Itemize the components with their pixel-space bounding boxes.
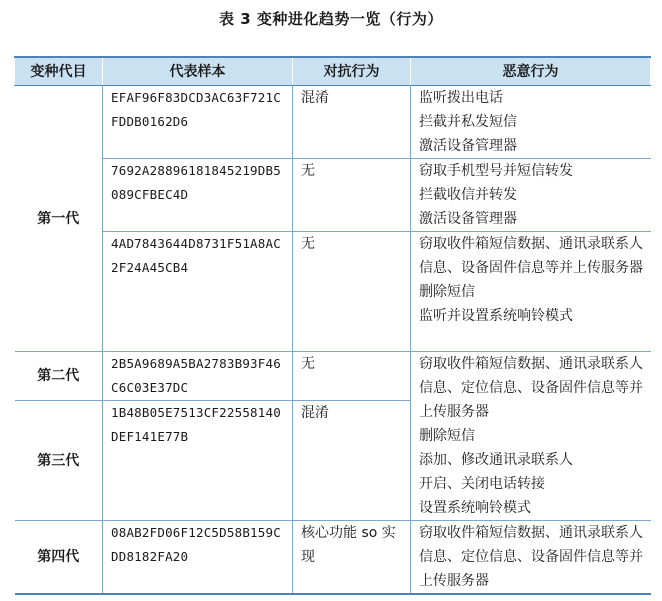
- variant-evolution-table: [14, 56, 651, 595]
- behavior-item: 添加、修改通讯录联系人: [419, 452, 573, 468]
- table-row: [15, 86, 651, 159]
- behavior-item: 监听并设置系统响铃模式: [419, 308, 573, 324]
- sample-hash: 7692A28896181845219DB5089CFBEC4D: [103, 159, 293, 232]
- behavior-item: 设置系统响铃模式: [419, 500, 531, 516]
- behavior-item: 删除短信: [419, 428, 475, 444]
- behavior-item: 窃取收件箱短信数据、通讯录联系人信息、设备固件信息等并上传服务器: [419, 236, 643, 276]
- generation-cell: 第三代: [15, 401, 103, 521]
- counter-behavior: 混淆: [293, 86, 411, 159]
- sample-hash: 2B5A9689A5BA2783B93F46C6C03E37DC: [103, 352, 293, 401]
- behavior-item: 删除短信: [419, 284, 475, 300]
- header-row: [15, 57, 651, 86]
- table-row: [15, 521, 651, 595]
- malicious-behavior: [411, 86, 651, 159]
- malicious-behavior: [411, 159, 651, 232]
- sample-hash: 4AD7843644D8731F51A8AC2F24A45CB4: [103, 232, 293, 352]
- counter-behavior: 无: [293, 232, 411, 352]
- generation-cell: 第一代: [15, 86, 103, 352]
- header-malicious-behavior: 恶意行为: [411, 57, 651, 86]
- counter-behavior: 无: [293, 352, 411, 401]
- behavior-item: 监听拨出电话: [419, 90, 503, 106]
- malicious-behavior: [411, 232, 651, 352]
- header-counter-behavior: 对抗行为: [293, 57, 411, 86]
- behavior-item: 窃取收件箱短信数据、通讯录联系人信息、定位信息、设备固件信息等并上传服务器: [419, 525, 643, 589]
- behavior-item: 窃取手机型号并短信转发: [419, 163, 573, 179]
- table-row: [15, 232, 651, 352]
- malicious-behavior: [411, 521, 651, 595]
- table-row: [15, 352, 651, 401]
- sample-hash: EFAF96F83DCD3AC63F721CFDDB0162D6: [103, 86, 293, 159]
- counter-behavior: 混淆: [293, 401, 411, 521]
- header-sample: 代表样本: [103, 57, 293, 86]
- generation-cell: 第四代: [15, 521, 103, 595]
- behavior-item: 拦截并私发短信: [419, 114, 517, 130]
- sample-hash: 1B48B05E7513CF22558140DEF141E77B: [103, 401, 293, 521]
- behavior-item: 激活设备管理器: [419, 138, 517, 154]
- table-caption: 表 3 变种进化趋势一览（行为）: [219, 10, 443, 28]
- behavior-item: 窃取收件箱短信数据、通讯录联系人信息、定位信息、设备固件信息等并上传服务器: [419, 356, 643, 420]
- sample-hash: 08AB2FD06F12C5D58B159CDD8182FA20: [103, 521, 293, 595]
- header-generation: 变种代目: [15, 57, 103, 86]
- counter-behavior: 无: [293, 159, 411, 232]
- counter-behavior: 核心功能 so 实现: [293, 521, 411, 595]
- behavior-item: 激活设备管理器: [419, 211, 517, 227]
- generation-cell: 第二代: [15, 352, 103, 401]
- malicious-behavior: [411, 352, 651, 521]
- behavior-item: 拦截收信并转发: [419, 187, 517, 203]
- table-row: [15, 159, 651, 232]
- behavior-item: 开启、关闭电话转接: [419, 476, 545, 492]
